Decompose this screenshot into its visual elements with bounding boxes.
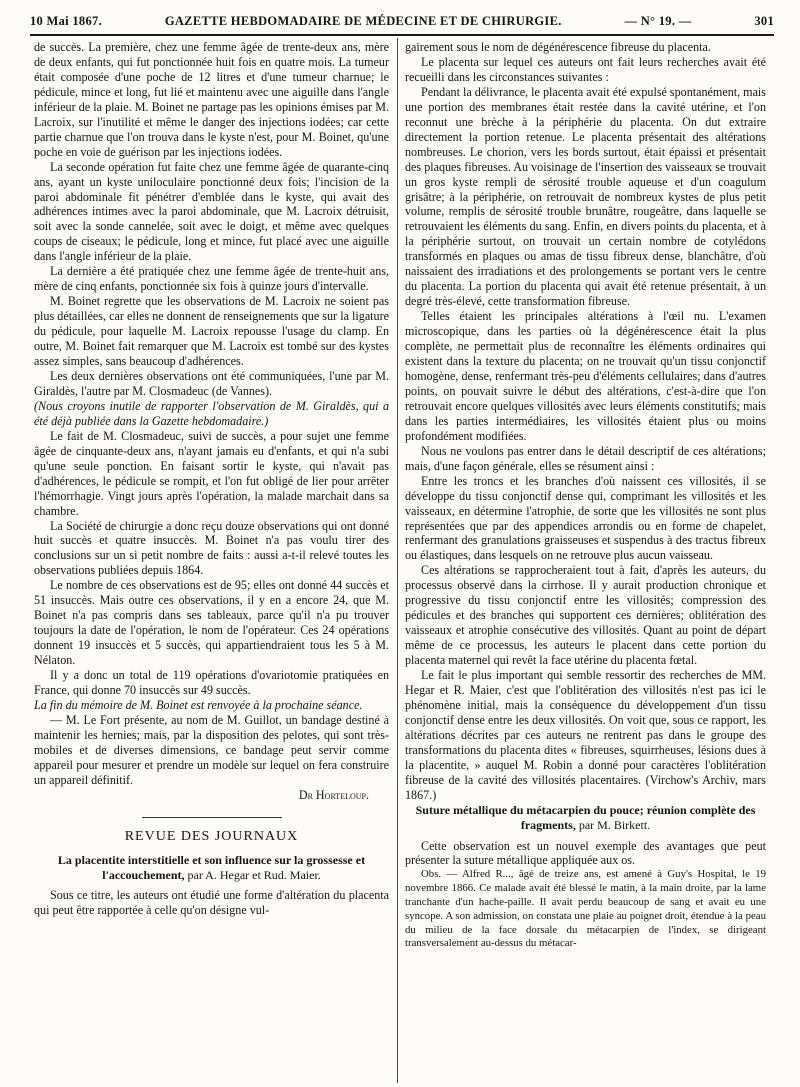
paragraph: — M. Le Fort présente, au nom de M. Guillot, un bandage destiné à maintenir les hernies; mais, par la disposition des pelotes, qui sont très-mobiles et de diverses dimensions, ce bandage peut servir comme appareil pour mesurer et prendre un modèle sur lequel on fera construire un appareil définitif. (34, 712, 389, 787)
editor-note: La fin du mémoire de M. Boinet est renvoyée à la prochaine séance. (34, 697, 363, 712)
article-title-text: Suture métallique du métacarpien du pouce; réunion complète des fragments, (415, 802, 756, 832)
paragraph: Sous ce titre, les auteurs ont étudié une forme d'altération du placenta qui peut être rapportée à celle qu'on désigne vul- (34, 888, 389, 918)
header-page-number: 301 (754, 13, 774, 28)
paragraph: Le fait de M. Closmadeuc, suivi de succès, a pour sujet une femme âgée de cinquante-deux ans, n'ayant jamais eu d'enfants, et qui n'a subi qu'une seule ponction. En faisant sortir le kyste, qui n'avait pas d'adhérences, le pédicule se rompit, et l'on fut obligé de lier pour arrêter l'hémorrhagie. Vingt jours après l'opération, la malade marchait dans sa chambre. (34, 428, 389, 518)
header-date: 10 Mai 1867. (30, 13, 102, 28)
paragraph: M. Boinet regrette que les observations de M. Lacroix ne soient pas plus détaillées, car elles ne donnent de renseignements que sur la ligature du pédicule, pour laquelle M. Lacroix repousse l'usage du clamp. En outre, M. Boinet fait remarquer que M. Lacroix est tombé sur des kystes assez simples, sans beaucoup d'adhérences. (34, 294, 389, 369)
article-authors: par A. Hegar et Rud. Maier. (184, 867, 321, 882)
editor-note: (Nous croyons inutile de rapporter l'observation de M. Giraldès, qui a été déjà publiée dans la Gazette hebdomadaire.) (34, 398, 389, 428)
section-rule (142, 817, 282, 818)
observation-paragraph: Obs. — Alfred R..., âgé de treize ans, est amené à Guy's Hospital, le 19 novembre 1866. Ce malade avait été blessé le matin, à la main droite, par la lame tranchante d'un hache-paille. Il avait perdu beaucoup de sang et avait eu une syncope. A son admission, on constata une plaie au poignet droit, étendue à la peau du milieu de la face dorsale du métacarpien de l'index, se dirigeant transversalement au-dessus du métacar- (405, 868, 766, 950)
paragraph: Le fait le plus important qui semble ressortir des recherches de MM. Hegar et R. Maier, c'est que l'oblitération des villosités n'est pas ici le phénomène initial, mais la conséquence du développement d'un tissu conjonctif dense entre les deux villosités. On voit que, sous ce rapport, les altérations décrites par ces auteurs ne rentrent pas dans le groupe des transformations du placenta dites « fibreuses, squirrheuses, lésions dues à la placentite, » auquel M. Robin a donné pour caractères l'oblitération fibreuse de la cavité des villosités placentaires. (Virchow's Archiv, mars 1867.) (405, 668, 766, 802)
paragraph: Le nombre de ces observations est de 95; elles ont donné 44 succès et 51 insuccès. Mais outre ces observations, il y en a encore 24, que M. Boinet n'a pas compris dans ses tableaux, parce qu'il n'a pu trouver toujours la date de l'opération, le nom de l'opérateur. Ces 24 opérations donnent 19 insuccès et 5 succès, qui appartiendraient tous les 5 à M. Nélaton. (34, 578, 389, 668)
article-title (34, 853, 389, 883)
article-title-text: La placentite interstitielle et son influence sur la grossesse et l'accouchement, (57, 852, 366, 882)
signature: Dr Horteloup. (298, 787, 369, 802)
paragraph: Il y a donc un total de 119 opérations d'ovariotomie pratiquées en France, qui donne 70 insuccès sur 49 succès. (34, 668, 389, 697)
column-divider (397, 38, 398, 1083)
paragraph: Nous ne voulons pas entrer dans le détail descriptif de ces altérations; mais, d'une façon générale, elles se résument ainsi : (405, 443, 766, 473)
header-rule (30, 34, 774, 36)
header-issue: — N° 19. — (624, 13, 692, 28)
paragraph: gairement sous le nom de dégénérescence fibreuse du placenta. (405, 40, 711, 54)
paragraph: Les deux dernières observations ont été communiquées, l'une par M. Giraldès, l'autre par M. Closmadeuc (de Vannes). (34, 368, 389, 398)
left-column (34, 40, 389, 1085)
paragraph: Ces altérations se rapprocheraient tout à fait, d'après les auteurs, du processus observé dans la cirrhose. Il y aurait production chronique et progressive du tissu conjonctif entre les villosités; compression des pédicules et des branches qui supportent ces dernières; oblitération des vaisseaux et atrophie consécutive des villosités. Quant au point de départ même de ce processus, les auteurs le placent dans cette portion du placenta maternel qui revêt la face utérine du placenta fœtal. (405, 563, 766, 668)
right-column (405, 40, 766, 1085)
page-header (30, 8, 774, 34)
paragraph: de succès. La première, chez une femme âgée de trente-deux ans, mère de deux enfants, qui fut ponctionnée huit fois en quatre mois. La tumeur était composée d'une poche de 12 litres et d'une tumeur charnue; le pédicule, mince et long, fut lié et maintenu avec une aiguille dans l'angle inférieur de la plaie. M. Boinet ne partage pas les opinions émises par M. Lacroix, sur l'inutilité et même le danger des injections iodées; car cette partie charnue que l'on trouva dans le kyste n'est, pour M. Boinet, qu'une poche en voie de guérison par les injections iodées. (34, 40, 389, 159)
paragraph: Pendant la délivrance, le placenta avait été expulsé spontanément, mais une portion des membranes était restée dans la cavité utérine, et l'on reconnut une brèche à la périphérie du placenta. On dut extraire directement la portion retenue. Le placenta présentait des altérations nombreuses. Le chorion, vers les bords surtout, était épaissi et présentait des plaques fibreuses. Au voisinage de l'insertion des vaisseaux se trouvait un gros kyste rempli de sérosité trouble aqueuse et d'un coagulum grisâtre; à la périphérie, on retrouvait de nombreux kystes de plus petit volume, remplis de sérosité trouble brunâtre, rougeâtre, dans laquelle se retrouvaient les éléments du sang. Enfin, en divers points du placenta, et à la périphérie surtout, on trouvait un certain nombre de cotylédons transformés en plaques ou amas de tissu fibreux dense, blanchâtre, d'où naissaient des irradiations et des prolongements se portant vers le centre du placenta. La portion du placenta qui avait été retenue présentait, à un degré très-élevé, cette transformation fibreuse. (405, 84, 766, 309)
paragraph: Telles étaient les principales altérations à l'œil nu. L'examen microscopique, dans les parties où la dégénérescence était la plus complète, ne permettait plus de reconnaître les éléments ordinaires qui existent dans la texture du placenta; on ne trouvait qu'un tissu conjonctif homogène, dense, renfermant très-peu d'éléments cellulaires; dans d'autres points, on pouvait suivre le début des altérations, c'est-à-dire que l'on retrouvait encore quelques villosités avec leurs éléments constitutifs; mais dans les parties intermédiaires, les villosités étaient plus ou moins profondément modifiées. (405, 309, 766, 443)
paragraph: Cette observation est un nouvel exemple des avantages que peut présenter la suture métallique appliquée aux os. (405, 838, 766, 868)
header-title: GAZETTE HEBDOMADAIRE DE MÉDECINE ET DE CHIRURGIE. (164, 13, 562, 28)
section-title: REVUE DES JOURNAUX (124, 828, 299, 844)
paragraph: Le placenta sur lequel ces auteurs ont fait leurs recherches avait été recueilli dans les circonstances suivantes : (405, 54, 766, 84)
paragraph: Entre les troncs et les branches d'où naissent ces villosités, il se développe du tissu conjonctif dense qui, comprimant les villosités et les vaisseaux, en détermine l'atrophie, de sorte que les villosités ne sont plus représentées que par des appendices arrondis ou en forme de chapelet, renfermant des granulations graisseuses et suspendus à des tractus fibreux ou élastiques, dans lesquels on ne retrouve plus aucun vaisseau. (405, 473, 766, 563)
article-title (405, 803, 766, 833)
paragraph: La dernière a été pratiquée chez une femme âgée de trente-huit ans, mère de cinq enfants, ponctionnée six fois à quinze jours d'intervalle. (34, 264, 389, 294)
paragraph: La seconde opération fut faite chez une femme âgée de quarante-cinq ans, ayant un kyste uniloculaire ponctionné deux fois; l'incision de la paroi abdominale fit pénétrer d'emblée dans le kyste, qui avait des adhérences intimes avec la paroi abdominale, que M. Lacroix détruisit, soit avec la sonde cannelée, soit avec le doigt, et même avec quelques coups de ciseaux; le pédicule, long et mince, fut placé avec une aiguille dans l'angle inférieur de la plaie. (34, 159, 389, 264)
paragraph: La Société de chirurgie a donc reçu douze observations qui ont donné huit succès et quatre insuccès. M. Boinet n'a pas voulu tirer des conclusions sur un si petit nombre de faits : aussi a-t-il relevé toutes les observations publiées depuis 1864. (34, 518, 389, 578)
article-authors: par M. Birkett. (575, 817, 651, 832)
